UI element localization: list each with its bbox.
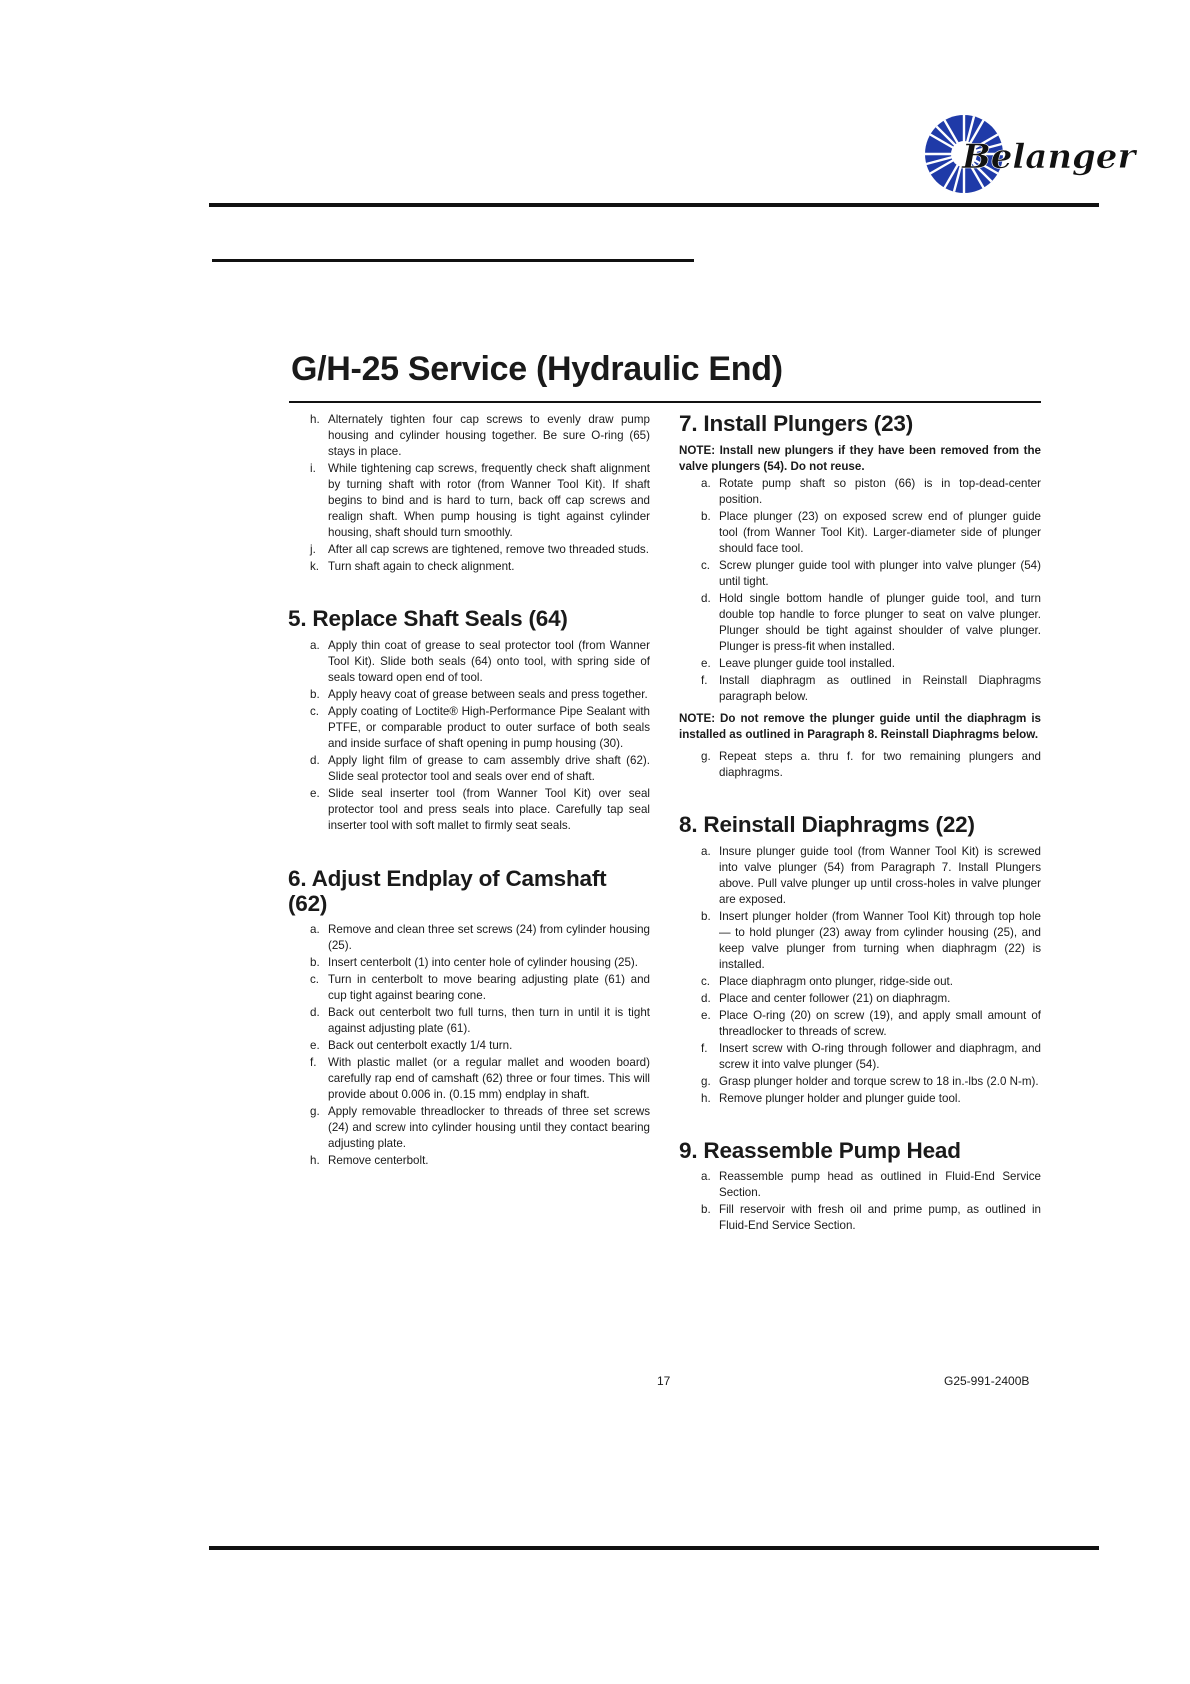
list-item: b. Insert centerbolt (1) into center hole of cylinder housing (25). [310, 956, 638, 970]
footer-rule [209, 1546, 1099, 1550]
list-item: e. Place O-ring (20) on screw (19), and apply small amount of threadlocker to threads of screw. [701, 1008, 1041, 1038]
list-item: a. Remove and clean three set screws (24) from cylinder housing (25). [310, 923, 650, 953]
section-heading: 6. Adjust Endplay of Camshaft (62) [288, 865, 607, 916]
document-code: G25-991-2400B [944, 1374, 1030, 1388]
list-item: c. Apply coating of Loctite® High-Performance Pipe Sealant with PTFE, or comparable product to outer surface of both seals and inside surface of shaft opening in pump housing (30). [310, 704, 650, 750]
right-column [679, 412, 1041, 1235]
list-item: e. Back out centerbolt exactly 1/4 turn. [310, 1039, 513, 1053]
brand-logo [922, 112, 1136, 196]
note: NOTE: Do not remove the plunger guide until the diaphragm is installed as outlined in Paragraph 8. Reinstall Diaphragms below. [679, 711, 1041, 741]
title-rule [289, 401, 1041, 403]
list-item: a. Reassemble pump head as outlined in Fluid-End Service Section. [701, 1170, 1041, 1200]
section-6-steps [288, 922, 650, 1169]
list-item: h. Remove plunger holder and plunger guide tool. [701, 1091, 961, 1105]
list-item: a. Rotate pump shaft so piston (66) is in top-dead-center position. [701, 476, 1041, 506]
list-item: b. Place plunger (23) on exposed screw end of plunger guide tool (from Wanner Tool Kit). Larger-diameter side of plunger should face tool. [701, 509, 1041, 555]
list-item: b. Apply heavy coat of grease between seals and press together. [310, 687, 648, 701]
list-item: i. While tightening cap screws, frequently check shaft alignment by turning shaft with rotor (from Wanner Tool Kit). If shaft begins to bind and is hard to turn, back off cap screws and realign shaft. When pump housing is tight against cylinder housing, shaft should turn smoothly. [310, 462, 650, 539]
list-item: a. Apply thin coat of grease to seal protector tool (from Wanner Tool Kit). Slide both seals (64) onto tool, with spring side of seals toward open end of tool. [310, 638, 650, 684]
list-item: c. Screw plunger guide tool with plunger into valve plunger (54) until tight. [701, 558, 1041, 588]
list-item: f. Insert screw with O-ring through follower and diaphragm, and screw it into valve plunger (54). [701, 1041, 1041, 1071]
logo-wordmark: Belanger [962, 137, 1136, 177]
list-item: h. Remove centerbolt. [310, 1154, 429, 1168]
list-item: g. Grasp plunger holder and torque screw to 18 in.-lbs (2.0 N-m). [701, 1074, 1039, 1088]
list-item: f. Install diaphragm as outlined in Reinstall Diaphragms paragraph below. [701, 673, 1041, 703]
page-number: 17 [657, 1374, 671, 1388]
continued-steps [288, 412, 650, 575]
list-item: d. Apply light film of grease to cam assembly drive shaft (62). Slide seal protector tool and seals over end of shaft. [310, 753, 650, 783]
list-item: e. Leave plunger guide tool installed. [701, 656, 895, 670]
list-item: d. Back out centerbolt two full turns, then turn in until it is tight against adjusting plate (61). [310, 1006, 650, 1036]
list-item: b. Fill reservoir with fresh oil and prime pump, as outlined in Fluid-End Service Section. [701, 1203, 1041, 1233]
list-item: a. Insure plunger guide tool (from Wanner Tool Kit) is screwed into valve plunger (54) from Paragraph 7. Install Plungers above. Pull valve plunger up until cross-holes in valve plunger are exposed. [701, 844, 1041, 906]
left-column [288, 412, 650, 1170]
section-9-steps [679, 1169, 1041, 1234]
list-item: h. Alternately tighten four cap screws to evenly draw pump housing and cylinder housing together. Be sure O-ring (65) stays in place. [310, 413, 650, 458]
section-5-steps [288, 638, 650, 834]
section-heading: 9. Reassemble Pump Head [679, 1137, 961, 1163]
list-item: e. Slide seal inserter tool (from Wanner Tool Kit) over seal protector tool and press seals into place. Carefully tap seal inserter tool with soft mallet to firmly seat seals. [310, 786, 650, 832]
section-7-steps [679, 476, 1041, 705]
list-item: f. With plastic mallet (or a regular mallet and wooden board) carefully rap end of camshaft (62) three or four times. This will provide about 0.006 in. (0.15 mm) endplay in shaft. [310, 1056, 650, 1102]
note: NOTE: Install new plungers if they have been removed from the valve plungers (54). Do not reuse. [679, 443, 1041, 473]
list-item: d. Hold single bottom handle of plunger guide tool, and turn double top handle to force plunger to seat on valve plunger. Plunger should be tight against shoulder of valve plunger. Plunger is press-fit when installed. [701, 591, 1041, 653]
list-item: b. Insert plunger holder (from Wanner Tool Kit) through top hole — to hold plunger (23) away from cylinder housing (25), and keep valve plunger from turning when diaphragm (22) is installed. [701, 909, 1041, 971]
list-item: g. Repeat steps a. thru f. for two remaining plungers and diaphragms. [701, 749, 1041, 779]
list-item: g. Apply removable threadlocker to threads of three set screws (24) and screw into cylinder housing until they contact bearing adjusting plate. [310, 1105, 650, 1151]
section-heading: 8. Reinstall Diaphragms (22) [679, 811, 975, 837]
list-item: k. Turn shaft again to check alignment. [310, 560, 515, 573]
header-rule [209, 203, 1099, 207]
list-item: c. Turn in centerbolt to move bearing adjusting plate (61) and cup tight against bearing cone. [310, 973, 650, 1003]
list-item: c. Place diaphragm onto plunger, ridge-side out. [701, 974, 953, 988]
section-rule [212, 259, 694, 262]
section-heading: 7. Install Plungers (23) [679, 411, 914, 436]
page-title: G/H-25 Service (Hydraulic End) [291, 350, 783, 388]
list-item: d. Place and center follower (21) on diaphragm. [701, 991, 951, 1005]
section-heading: 5. Replace Shaft Seals (64) [288, 606, 568, 631]
section-8-steps [679, 844, 1041, 1107]
list-item: j. After all cap screws are tightened, remove two threaded studs. [310, 543, 649, 556]
section-7-more-steps [679, 749, 1041, 781]
